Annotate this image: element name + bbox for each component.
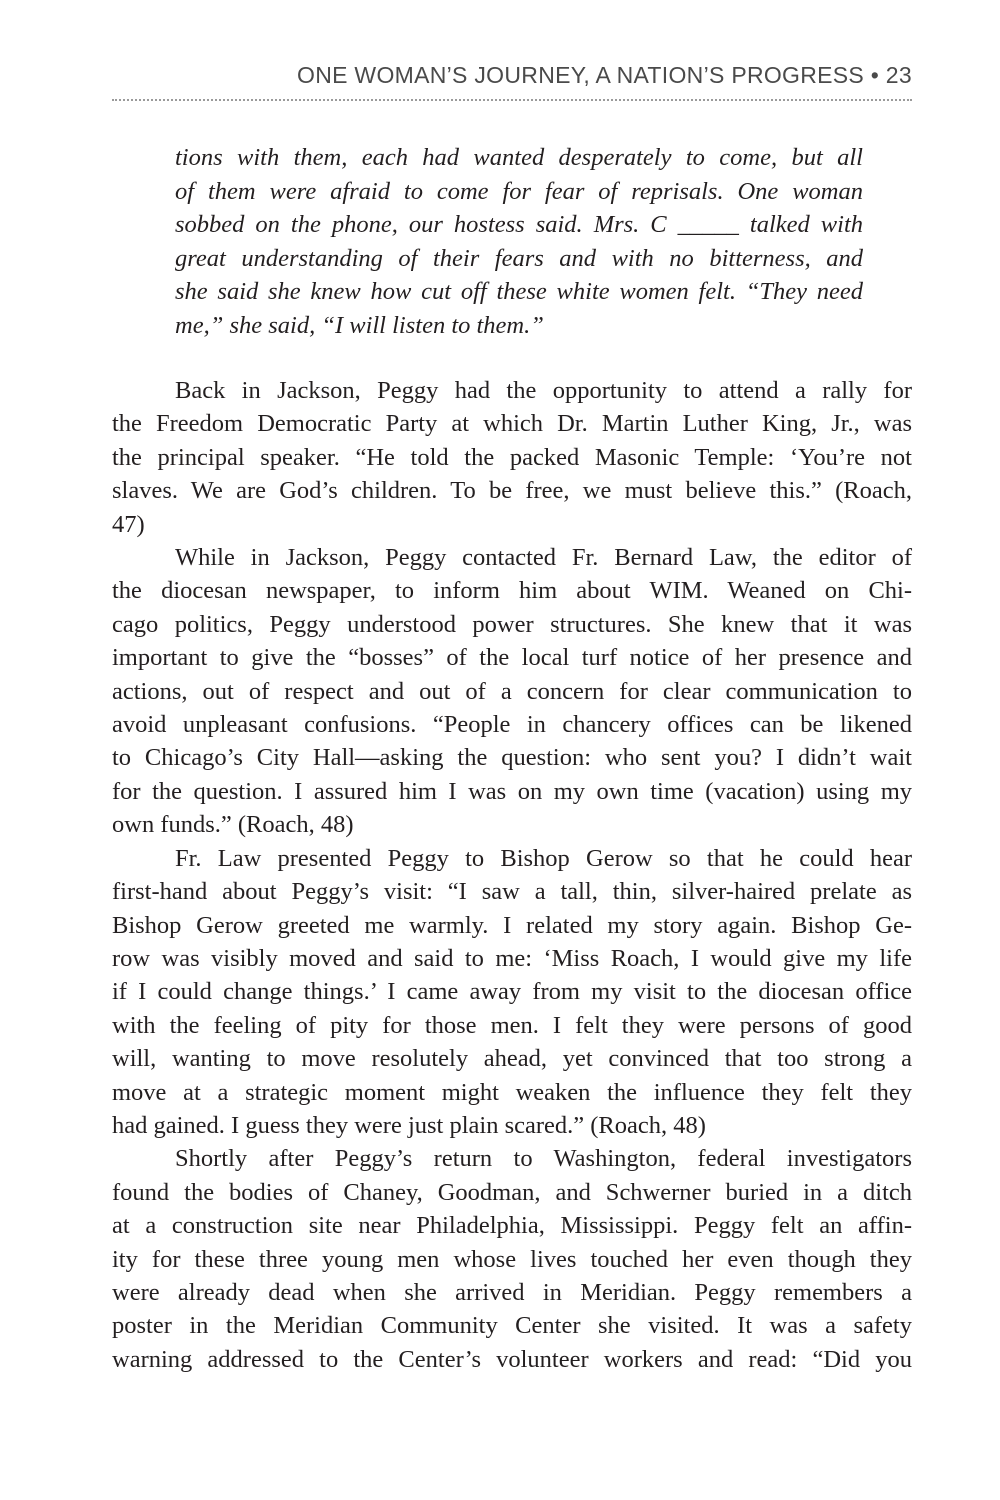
paragraph-rally	[112, 374, 912, 541]
text-line: first-hand about Peggy’s visit: “I saw a tall, thin, silver-haired prelate as	[112, 878, 912, 906]
quote-line: tions with them, each had wanted desperately to come, but all	[175, 144, 863, 171]
body-text	[112, 374, 912, 1376]
text-line: if I could change things.’ I came away from my visit to the diocesan office	[112, 978, 912, 1006]
text-line: with the feeling of pity for those men. I felt they were persons of good	[112, 1011, 912, 1039]
block-quote	[175, 141, 863, 342]
text-line: to Chicago’s City Hall—asking the question: who sent you? I didn’t wait	[112, 744, 912, 772]
text-line: Bishop Gerow greeted me warmly. I related my story again. Bishop Ge-	[112, 911, 912, 939]
text-line: had gained. I guess they were just plain scared.” (Roach, 48)	[112, 1111, 706, 1139]
text-line: Back in Jackson, Peggy had the opportunity to attend a rally for	[175, 377, 912, 404]
text-line: Fr. Law presented Peggy to Bishop Gerow so that he could hear	[175, 844, 912, 872]
text-line: actions, out of respect and out of a concern for clear communication to	[112, 677, 912, 705]
text-line: cago politics, Peggy understood power structures. She knew that it was	[112, 610, 912, 638]
text-line: row was visibly moved and said to me: ‘Miss Roach, I would give my life	[112, 944, 912, 972]
text-line: for the question. I assured him I was on my own time (vacation) using my	[112, 777, 912, 805]
text-line: will, wanting to move resolutely ahead, yet convinced that too strong a	[112, 1045, 912, 1073]
quote-line: sobbed on the phone, our hostess said. Mrs. C _____ talked with	[175, 211, 863, 238]
header-divider	[112, 99, 912, 101]
quote-line: me,” she said, “I will listen to them.”	[175, 311, 544, 339]
text-line: move at a strategic moment might weaken the influence they felt they	[112, 1078, 912, 1106]
text-line: at a construction site near Philadelphia, Mississippi. Peggy felt an affin-	[112, 1212, 912, 1240]
paragraph-law	[112, 541, 912, 842]
text-line: avoid unpleasant confusions. “People in chancery offices can be likened	[112, 711, 912, 739]
quote-line: of them were afraid to come for fear of reprisals. One woman	[175, 177, 863, 205]
paragraph-gerow	[112, 842, 912, 1143]
text-line: the principal speaker. “He told the packed Masonic Temple: ‘You’re not	[112, 443, 912, 471]
text-line: poster in the Meridian Community Center she visited. It was a safety	[112, 1312, 912, 1340]
text-line: the Freedom Democratic Party at which Dr. Martin Luther King, Jr., was	[112, 410, 912, 438]
text-line: slaves. We are God’s children. To be free, we must believe this.” (Roach,	[112, 477, 912, 505]
running-head: ONE WOMAN’S JOURNEY, A NATION’S PROGRESS • 23	[297, 62, 912, 88]
text-line: Shortly after Peggy’s return to Washington, federal investigators	[175, 1145, 912, 1173]
text-line: warning addressed to the Center’s volunteer workers and read: “Did you	[112, 1345, 912, 1373]
text-line: While in Jackson, Peggy contacted Fr. Bernard Law, the editor of	[175, 544, 912, 572]
text-line: own funds.” (Roach, 48)	[112, 811, 354, 839]
text-line: ity for these three young men whose lives touched her even though they	[112, 1245, 912, 1273]
text-line: found the bodies of Chaney, Goodman, and Schwerner buried in a ditch	[112, 1178, 912, 1206]
text-line: 47)	[112, 510, 145, 538]
quote-line: she said she knew how cut off these white women felt. “They need	[175, 278, 863, 305]
text-line: important to give the “bosses” of the local turf notice of her presence and	[112, 644, 912, 672]
quote-line: great understanding of their fears and with no bitterness, and	[175, 244, 863, 272]
text-line: the diocesan newspaper, to inform him about WIM. Weaned on Chi-	[112, 577, 912, 605]
paragraph-meridian	[112, 1142, 912, 1376]
text-line: were already dead when she arrived in Meridian. Peggy remembers a	[112, 1278, 912, 1306]
